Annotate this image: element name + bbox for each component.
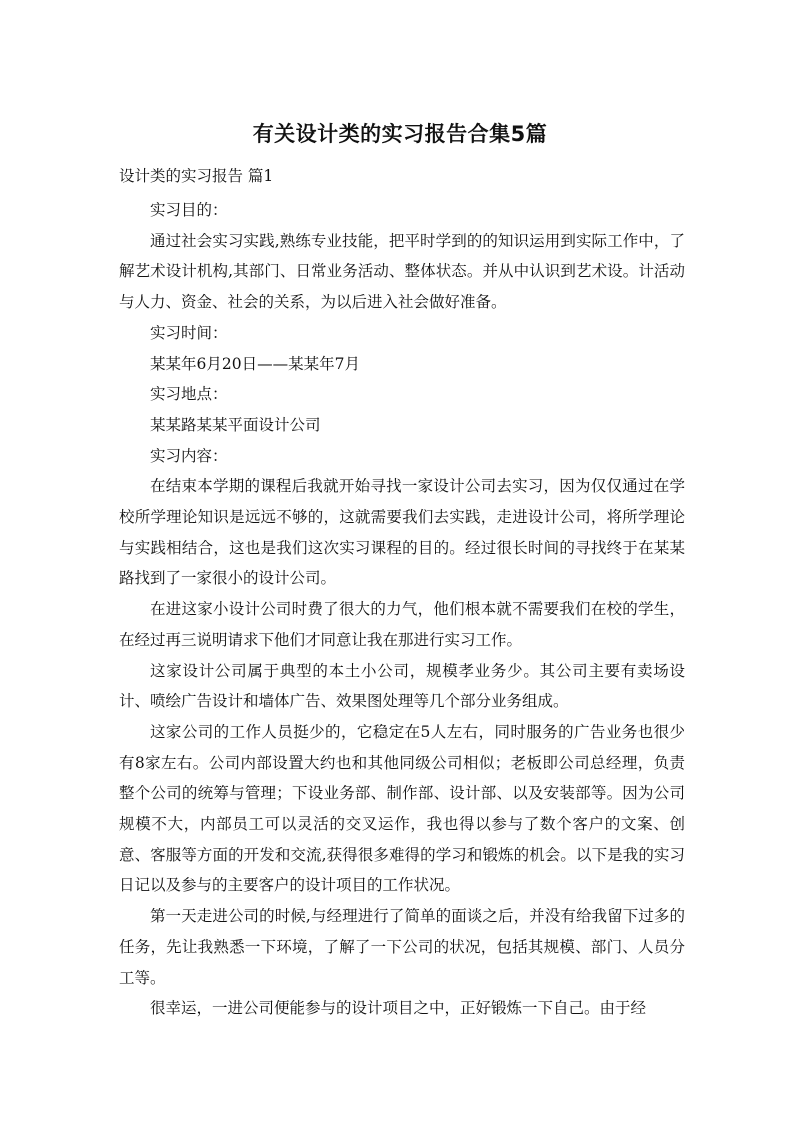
label-content: 实习内容： xyxy=(150,446,228,465)
paragraph: 这家设计公司属于典型的本土小公司，规模孝业务少。其公司主要有卖场设计、喷绘广告设计和墙体广告、效果图处理等几个部分业务组成。 xyxy=(119,661,685,711)
paragraph: 第一天走进公司的时候,与经理进行了简单的面谈之后，并没有给我留下过多的任务，先让我熟悉一下环境，了解了一下公司的状况，包括其规模、部门、人员分工等。 xyxy=(119,907,685,987)
paragraph: 这家公司的工作人员挺少的，它稳定在5人左右，同时服务的广告业务也很少有8家左右。公司内部设置大约也和其他同级公司相似；老板即公司总经理，负责整个公司的统筹与管理；下设业务部、制作部、设计部、以及安装部等。因为公司规模不大，内部员工可以灵活的交叉运作，我也得以参与了数个客户的文案、创意、客服等方面的开发和交流,获得很多难得的学习和锻炼的机会。以下是我的实习日记以及参与的主要客户的设计项目的工作状况。 xyxy=(119,722,685,895)
section-heading: 设计类的实习报告 篇1 xyxy=(119,167,274,185)
paragraph-location: 某某路某某平面设计公司 xyxy=(150,415,321,434)
label-location: 实习地点： xyxy=(150,385,228,404)
paragraph: 在进这家小设计公司时费了很大的力气，他们根本就不需要我们在校的学生，在经过再三说明请求下他们才同意让我在那进行实习工作。 xyxy=(119,600,685,649)
paragraph-purpose: 通过社会实习实践,熟练专业技能，把平时学到的的知识运用到实际工作中，了解艺术设计机构,其部门、日常业务活动、整体状态。并从中认识到艺术设。计活动与人力、资金、社会的关系，为以后进入社会做好准备。 xyxy=(119,231,685,312)
document-body xyxy=(119,195,685,1024)
label-purpose: 实习目的： xyxy=(150,201,228,219)
label-time: 实习时间： xyxy=(150,323,228,342)
paragraph: 在结束本学期的课程后我就开始寻找一家设计公司去实习，因为仅仅通过在学校所学理论知识是远远不够的，这就需要我们去实践，走进设计公司，将所学理论与实践相结合，这也是我们这次实习课程的目的。经过很长时间的寻找终于在某某路找到了一家很小的设计公司。 xyxy=(119,477,685,588)
paragraph-time: 某某年6月20日——某某年7月 xyxy=(150,354,360,373)
paragraph: 很幸运，一进公司便能参与的设计项目之中，正好锻炼一下自己。由于经 xyxy=(150,999,647,1018)
document-title: 有关设计类的实习报告合集5篇 xyxy=(252,122,548,146)
